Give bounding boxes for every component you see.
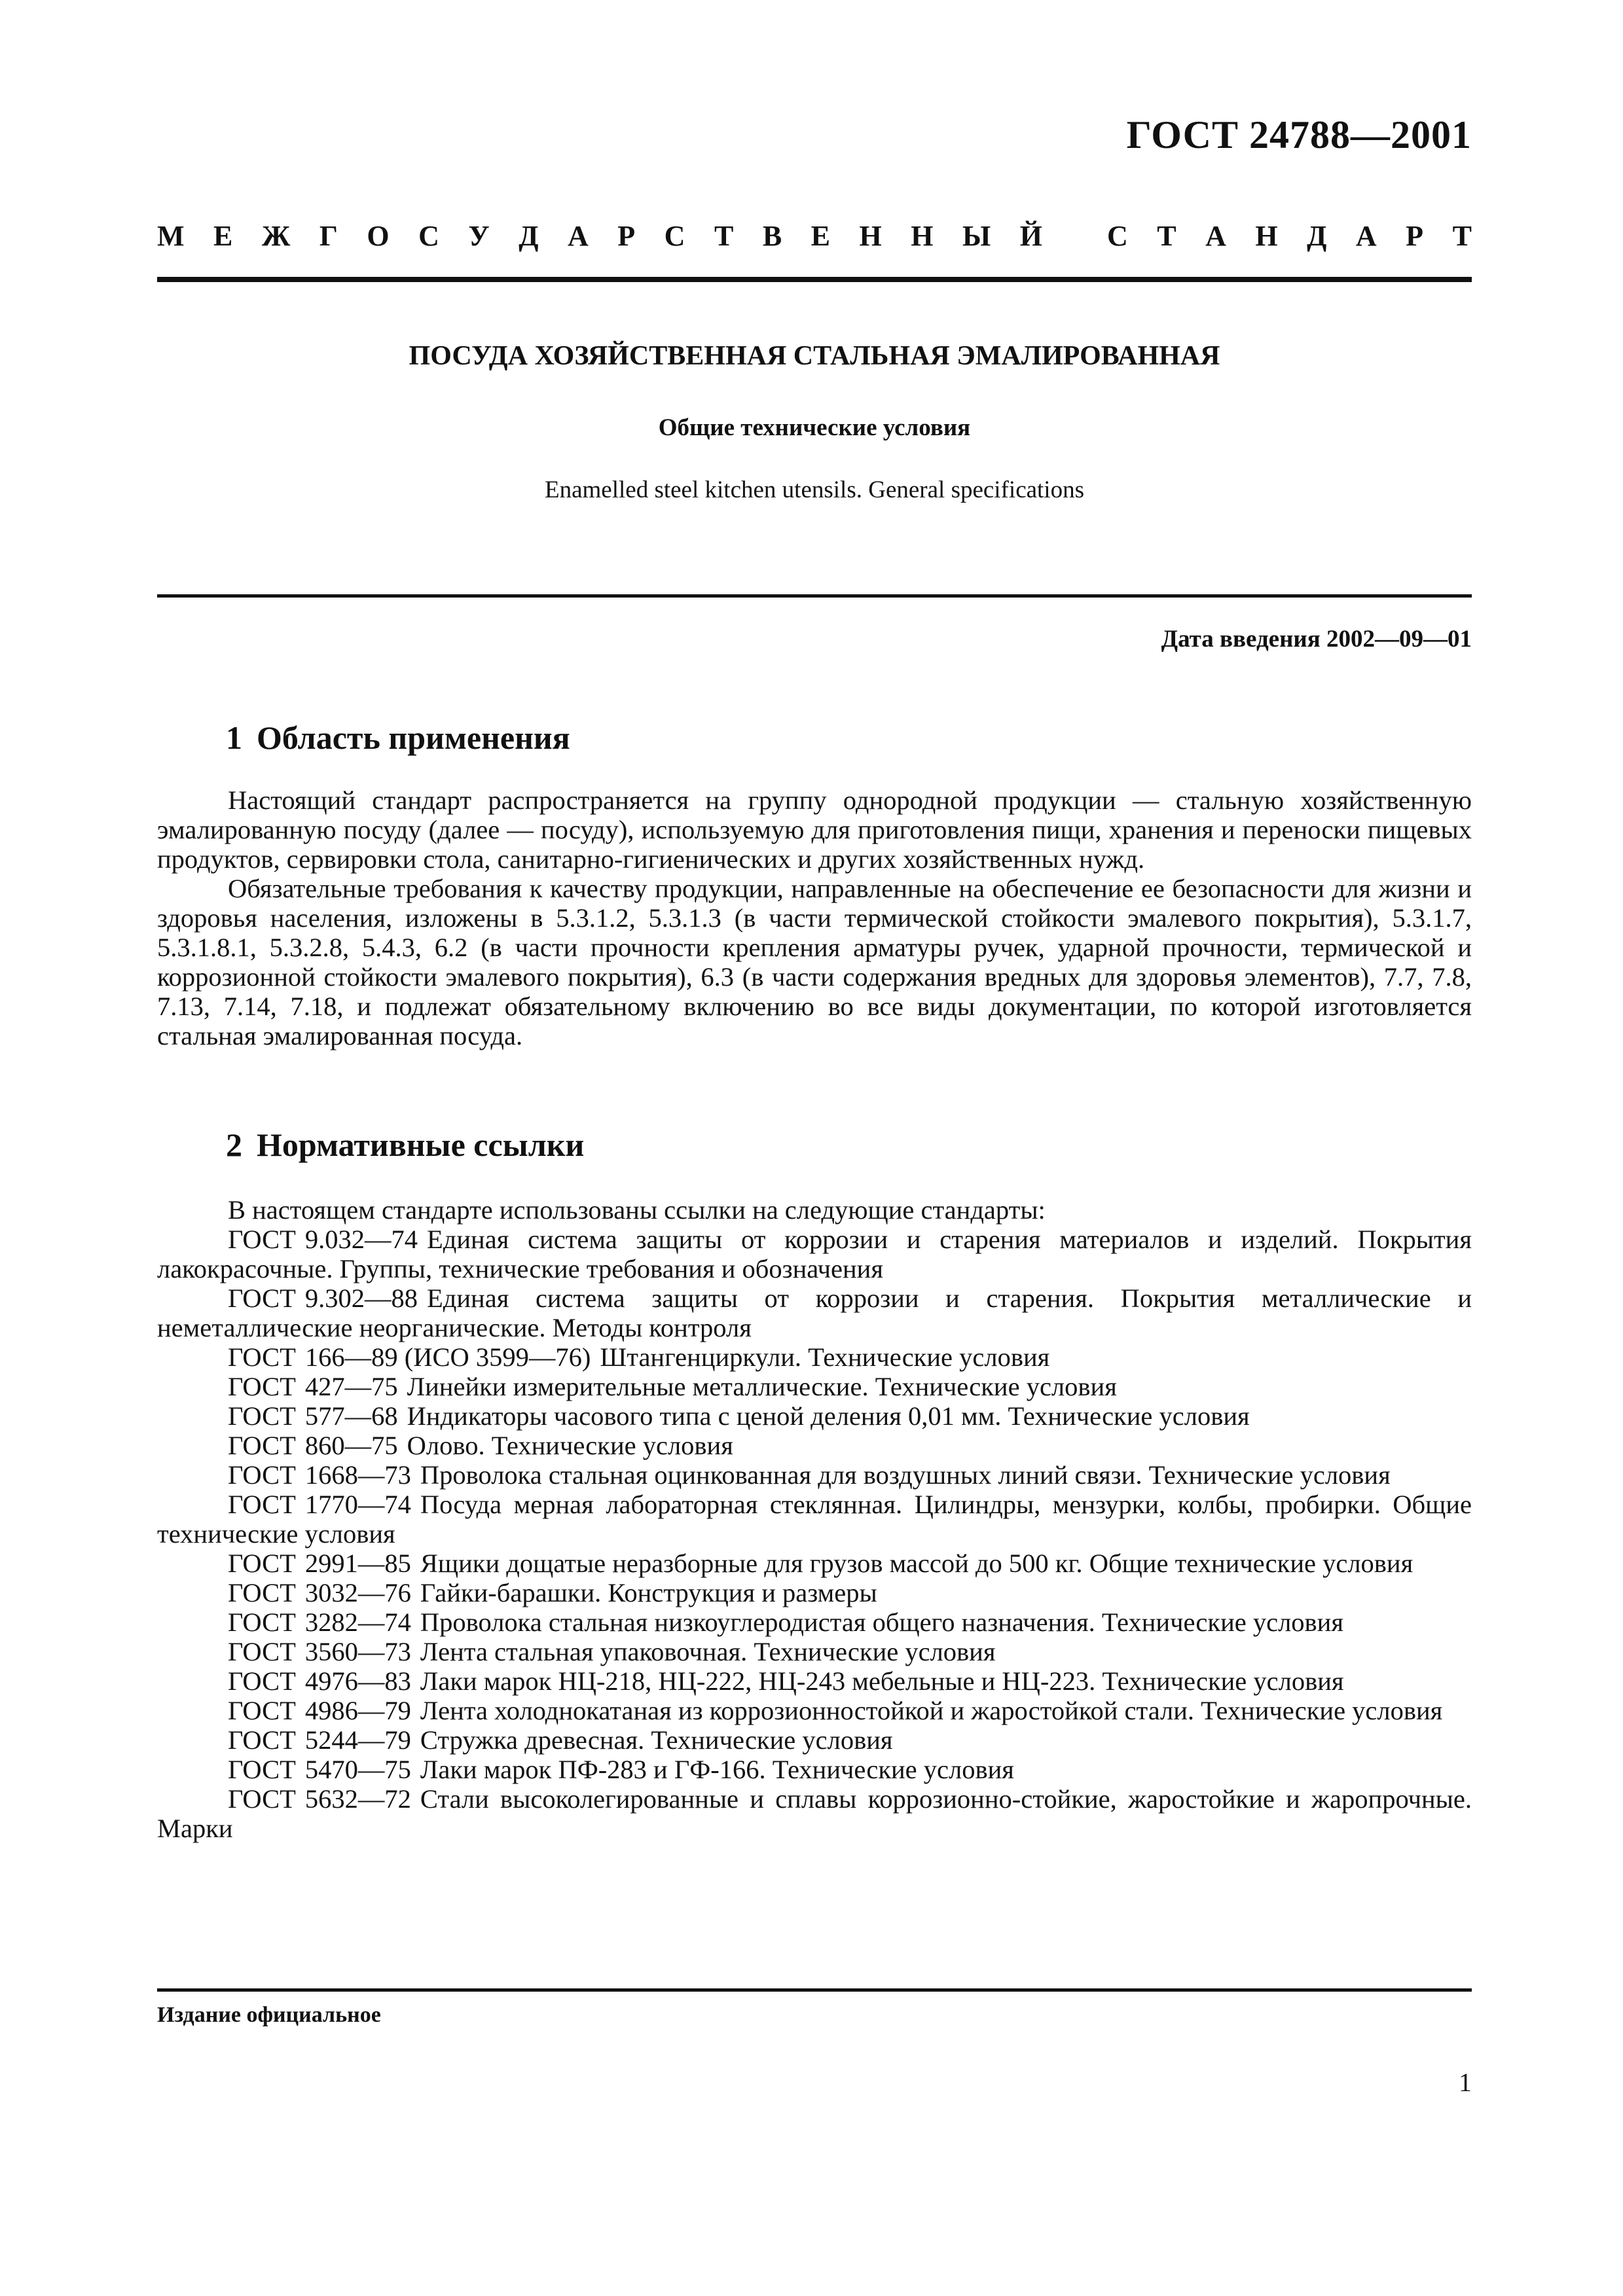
reference-item bbox=[157, 1283, 1472, 1342]
banner-letter: С bbox=[1106, 220, 1128, 252]
reference-number: 3032—76 bbox=[304, 1578, 411, 1607]
banner-letter: Т bbox=[1452, 220, 1472, 252]
reference-code: ГОСТ bbox=[228, 1342, 296, 1372]
reference-title: Посуда мерная лабораторная стеклянная. Цилиндры, мензурки, колбы, пробирки. Общие технические условия bbox=[157, 1490, 1472, 1549]
banner-letter: Е bbox=[811, 220, 831, 252]
reference-code: ГОСТ bbox=[228, 1401, 296, 1431]
reference-item bbox=[157, 1578, 1472, 1607]
reference-title: Стали высоколегированные и сплавы коррозионно-стойкие, жаростойкие и жаропрочные. Марки bbox=[157, 1784, 1472, 1843]
reference-item bbox=[157, 1725, 1472, 1755]
reference-title: Лента холоднокатаная из коррозионностойкой и жаростойкой стали. Технические условия bbox=[420, 1696, 1443, 1725]
reference-code: ГОСТ bbox=[228, 1725, 296, 1755]
reference-code: ГОСТ bbox=[228, 1490, 296, 1519]
reference-number: 1770—74 bbox=[304, 1490, 411, 1519]
reference-title: Единая система защиты от коррозии и старения материалов и изделий. Покрытия лакокрасочные. Группы, технические требования и обозначения bbox=[157, 1225, 1472, 1283]
reference-item bbox=[157, 1342, 1472, 1372]
reference-code: ГОСТ bbox=[228, 1283, 296, 1313]
reference-title: Гайки-барашки. Конструкция и размеры bbox=[420, 1578, 877, 1607]
reference-code: ГОСТ bbox=[228, 1578, 296, 1607]
reference-title: Олово. Технические условия bbox=[407, 1431, 733, 1460]
reference-code: ГОСТ bbox=[228, 1666, 296, 1696]
banner-letter: Т bbox=[1157, 220, 1176, 252]
reference-item bbox=[157, 1490, 1472, 1549]
document-page bbox=[157, 0, 1472, 2296]
banner-letter: У bbox=[468, 220, 490, 252]
official-edition-label: Издание официальное bbox=[157, 2003, 381, 2027]
reference-code: ГОСТ bbox=[228, 1225, 296, 1254]
banner-letter: Р bbox=[1406, 220, 1424, 252]
reference-number: 4976—83 bbox=[304, 1666, 411, 1696]
banner-letter: С bbox=[664, 220, 685, 252]
reference-item bbox=[157, 1607, 1472, 1637]
reference-title: Штангенциркули. Технические условия bbox=[600, 1342, 1050, 1372]
section-1-body bbox=[157, 785, 1472, 1050]
reference-code: ГОСТ bbox=[228, 1755, 296, 1784]
reference-code: ГОСТ bbox=[228, 1637, 296, 1666]
reference-code: ГОСТ bbox=[228, 1607, 296, 1637]
banner-letter: Н bbox=[859, 220, 882, 252]
normative-references bbox=[157, 1195, 1472, 1843]
reference-number: 5244—79 bbox=[304, 1725, 411, 1755]
reference-item bbox=[157, 1666, 1472, 1696]
gost-number: ГОСТ 24788—2001 bbox=[1126, 113, 1472, 156]
reference-number: 860—75 bbox=[304, 1431, 398, 1460]
reference-item bbox=[157, 1637, 1472, 1666]
reference-title: Ящики дощатые неразборные для грузов массой до 500 кг. Общие технические условия bbox=[420, 1549, 1413, 1578]
reference-title: Индикаторы часового типа с ценой деления 0,01 мм. Технические условия bbox=[407, 1401, 1250, 1431]
reference-item bbox=[157, 1431, 1472, 1460]
reference-item bbox=[157, 1549, 1472, 1578]
reference-number: 4986—79 bbox=[304, 1696, 411, 1725]
banner-gap bbox=[1071, 219, 1078, 253]
reference-title: Проволока стальная оцинкованная для воздушных линий связи. Технические условия bbox=[420, 1460, 1391, 1490]
banner-letter: Е bbox=[213, 220, 233, 252]
reference-title: Лаки марок ПФ-283 и ГФ-166. Технические условия bbox=[420, 1755, 1014, 1784]
paragraph: Обязательные требования к качеству продукции, направленные на обеспечение ее безопасности для жизни и здоровья населения, изложены в 5.3.1.2, 5.3.1.3 (в части термической стойкости эмалевого покрытия), 5.3.1.7, 5.3.1.8.1, 5.3.2.8, 5.4.3, 6.2 (в части прочности крепления арматуры ручек, ударной прочности, термической и коррозионной стойкости эмалевого покрытия), 6.3 (в части содержания вредных для здоровья элементов), 7.7, 7.8, 7.13, 7.14, 7.18, и подлежат обязательному включению во все виды документации, по которой изготовляется стальная эмалированная посуда. bbox=[157, 874, 1472, 1050]
reference-title: Лента стальная упаковочная. Технические условия bbox=[420, 1637, 996, 1666]
banner-letter: Н bbox=[1255, 220, 1278, 252]
page-number: 1 bbox=[1459, 2068, 1472, 2097]
reference-item bbox=[157, 1696, 1472, 1725]
header-rule bbox=[157, 277, 1472, 282]
banner-letter: Р bbox=[617, 220, 636, 252]
reference-number: 3560—73 bbox=[304, 1637, 411, 1666]
banner-letter: А bbox=[568, 220, 589, 252]
references-intro: В настоящем стандарте использованы ссылки на следующие стандарты: bbox=[228, 1195, 1046, 1225]
section-2-heading bbox=[226, 1126, 584, 1164]
reference-item bbox=[157, 1755, 1472, 1784]
banner-letter: В bbox=[762, 220, 782, 252]
banner-letter: Д bbox=[1307, 220, 1327, 252]
reference-number: 2991—85 bbox=[304, 1549, 411, 1578]
banner-letter: Ы bbox=[962, 220, 991, 252]
reference-number: 9.032—74 bbox=[304, 1225, 418, 1254]
section-1-heading bbox=[226, 719, 570, 757]
reference-number: 427—75 bbox=[304, 1372, 398, 1401]
reference-code: ГОСТ bbox=[228, 1460, 296, 1490]
banner-letter: Ж bbox=[261, 220, 291, 252]
document-title-english: Enamelled steel kitchen utensils. General specifications bbox=[545, 476, 1084, 503]
section-title: Нормативные ссылки bbox=[257, 1126, 585, 1163]
reference-number: 577—68 bbox=[304, 1401, 398, 1431]
reference-title: Проволока стальная низкоуглеродистая общего назначения. Технические условия bbox=[420, 1607, 1343, 1637]
reference-number: 5632—72 bbox=[304, 1784, 411, 1814]
section-title: Область применения bbox=[257, 719, 570, 756]
banner-letter: Т bbox=[714, 220, 734, 252]
footer-rule bbox=[157, 1988, 1472, 1992]
reference-item bbox=[157, 1225, 1472, 1283]
paragraph: Настоящий стандарт распространяется на группу однородной продукции — стальную хозяйственную эмалированную посуду (далее — посуду), используемую для приготовления пищи, хранения и переноски пищевых продуктов, сервировки стола, санитарно-гигиенических и других хозяйственных нужд. bbox=[157, 785, 1472, 874]
reference-code: ГОСТ bbox=[228, 1372, 296, 1401]
reference-item bbox=[157, 1401, 1472, 1431]
document-subtitle: Общие технические условия bbox=[658, 414, 971, 441]
banner-letter: Й bbox=[1019, 220, 1042, 252]
reference-number: 5470—75 bbox=[304, 1755, 411, 1784]
reference-number: 166—89 (ИСО 3599—76) bbox=[304, 1342, 591, 1372]
reference-item bbox=[157, 1372, 1472, 1401]
banner-letter: Н bbox=[911, 220, 934, 252]
reference-code: ГОСТ bbox=[228, 1784, 296, 1814]
banner-letter: Г bbox=[319, 220, 338, 252]
banner-letter: А bbox=[1355, 220, 1377, 252]
banner-letter: М bbox=[157, 220, 185, 252]
section-number: 1 bbox=[226, 719, 242, 756]
reference-code: ГОСТ bbox=[228, 1696, 296, 1725]
introduction-date: Дата введения 2002—09—01 bbox=[1161, 626, 1472, 653]
reference-item bbox=[157, 1784, 1472, 1843]
document-title: ПОСУДА ХОЗЯЙСТВЕННАЯ СТАЛЬНАЯ ЭМАЛИРОВАННАЯ bbox=[409, 341, 1220, 371]
reference-title: Линейки измерительные металлические. Технические условия bbox=[407, 1372, 1117, 1401]
reference-number: 1668—73 bbox=[304, 1460, 411, 1490]
reference-number: 3282—74 bbox=[304, 1607, 411, 1637]
reference-number: 9.302—88 bbox=[304, 1283, 418, 1313]
reference-title: Стружка древесная. Технические условия bbox=[420, 1725, 893, 1755]
banner-letter: Д bbox=[519, 220, 539, 252]
reference-code: ГОСТ bbox=[228, 1431, 296, 1460]
reference-item bbox=[157, 1460, 1472, 1490]
reference-title: Лаки марок НЦ-218, НЦ-222, НЦ-243 мебельные и НЦ-223. Технические условия bbox=[420, 1666, 1344, 1696]
banner-letter: О bbox=[367, 220, 390, 252]
section-number: 2 bbox=[226, 1126, 242, 1163]
banner-letter: А bbox=[1205, 220, 1226, 252]
banner-letter: С bbox=[418, 220, 439, 252]
interstate-standard-banner bbox=[157, 219, 1472, 253]
reference-title: Единая система защиты от коррозии и старения. Покрытия металлические и неметаллические неорганические. Методы контроля bbox=[157, 1283, 1472, 1342]
title-rule bbox=[157, 594, 1472, 598]
reference-code: ГОСТ bbox=[228, 1549, 296, 1578]
